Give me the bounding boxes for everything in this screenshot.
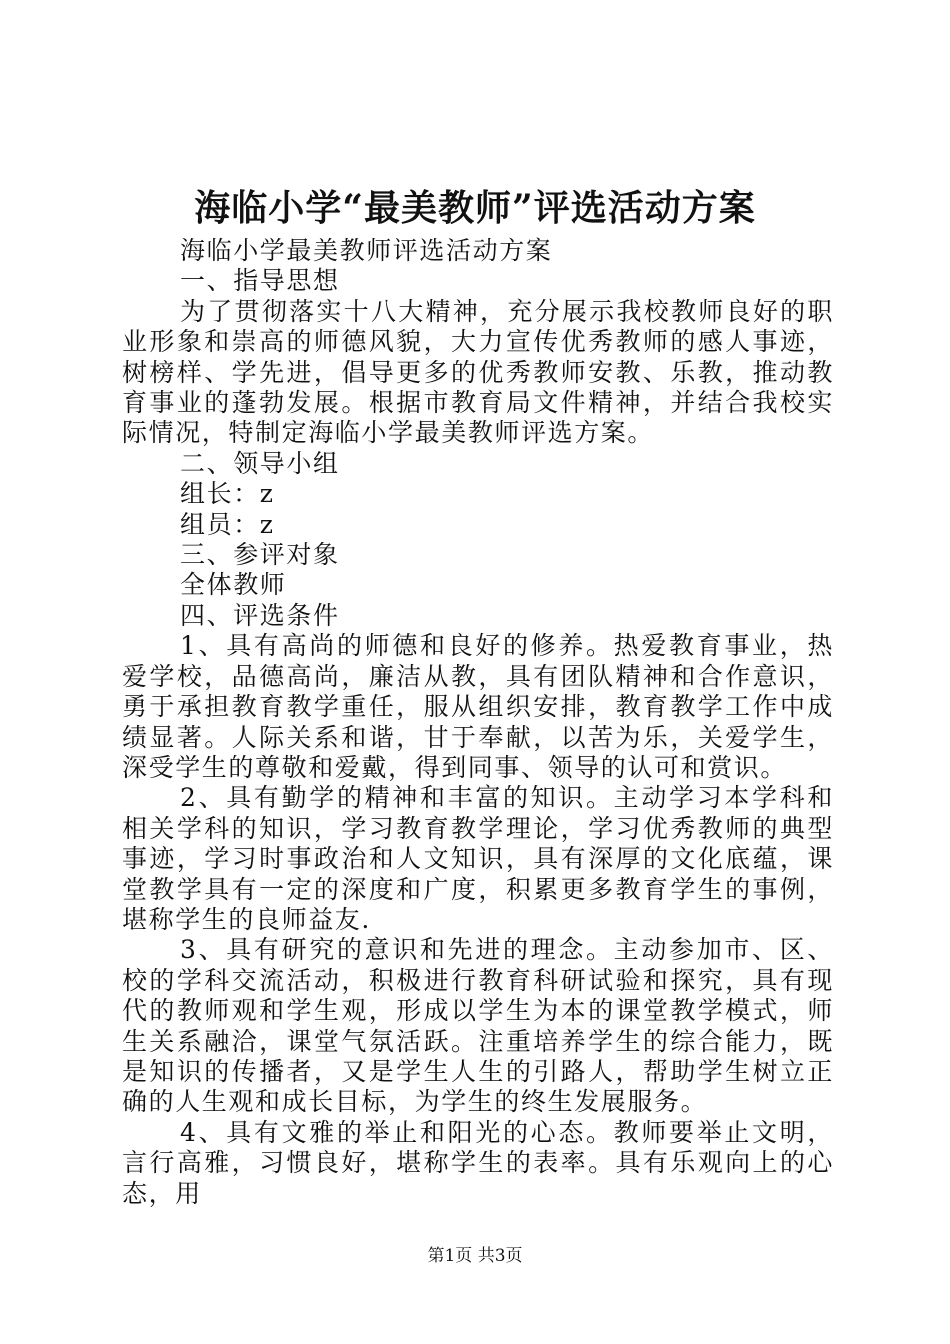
section-heading-criteria: 四、评选条件 bbox=[180, 600, 340, 630]
section-heading-participants: 三、参评对象 bbox=[180, 540, 340, 570]
document-body bbox=[122, 236, 834, 1209]
criteria-item-3: 3、具有研究的意识和先进的理念。主动参加市、区、校的学科交流活动，积极进行教育科研试验和探究，具有现代的教师观和学生观，形成以学生为本的课堂教学模式，师生关系融洽，课堂气氛活跃。注重培养学生的综合能力，既是知识的传播者，又是学生人生的引路人，帮助学生树立正确的人生观和成长目标，为学生的终生发展服务。 bbox=[122, 935, 834, 1117]
criteria-item-2: 2、具有勤学的精神和丰富的知识。主动学习本学科和相关学科的知识，学习教育教学理论，学习优秀教师的典型事迹，学习时事政治和人文知识，具有深厚的文化底蕴，课堂教学具有一定的深度和广度，积累更多教育学生的事例，堪称学生的良师益友. bbox=[122, 783, 834, 934]
document-title: 海临小学“最美教师”评选活动方案 bbox=[194, 187, 756, 229]
page-number-footer: 第1页 共3页 bbox=[427, 1246, 523, 1266]
group-leader-line: 组长：z bbox=[180, 479, 275, 509]
subtitle-paragraph: 海临小学最美教师评选活动方案 bbox=[180, 236, 553, 265]
participants-line: 全体教师 bbox=[180, 570, 287, 600]
group-members-line: 组员：z bbox=[180, 509, 275, 539]
section-heading-guiding-idea: 一、指导思想 bbox=[180, 266, 340, 296]
body-paragraph: 为了贯彻落实十八大精神，充分展示我校教师良好的职业形象和崇高的师德风貌，大力宣传优秀教师的感人事迹，树榜样、学先进，倡导更多的优秀教师安教、乐教，推动教育事业的蓬勃发展。根据市教育局文件精神，并结合我校实际情况，特制定海临小学最美教师评选方案。 bbox=[122, 296, 834, 448]
criteria-item-4: 4、具有文雅的举止和阳光的心态。教师要举止文明，言行高雅，习惯良好，堪称学生的表率。具有乐观向上的心态，用 bbox=[122, 1117, 834, 1208]
criteria-item-1: 1、具有高尚的师德和良好的修养。热爱教育事业，热爱学校，品德高尚，廉洁从教，具有团队精神和合作意识，勇于承担教育教学重任，服从组织安排，教育教学工作中成绩显著。人际关系和谐，甘于奉献，以苦为乐，关爱学生，深受学生的尊敬和爱戴，得到同事、领导的认可和赏识。 bbox=[122, 631, 834, 782]
section-heading-leadership-group: 二、领导小组 bbox=[180, 448, 340, 478]
